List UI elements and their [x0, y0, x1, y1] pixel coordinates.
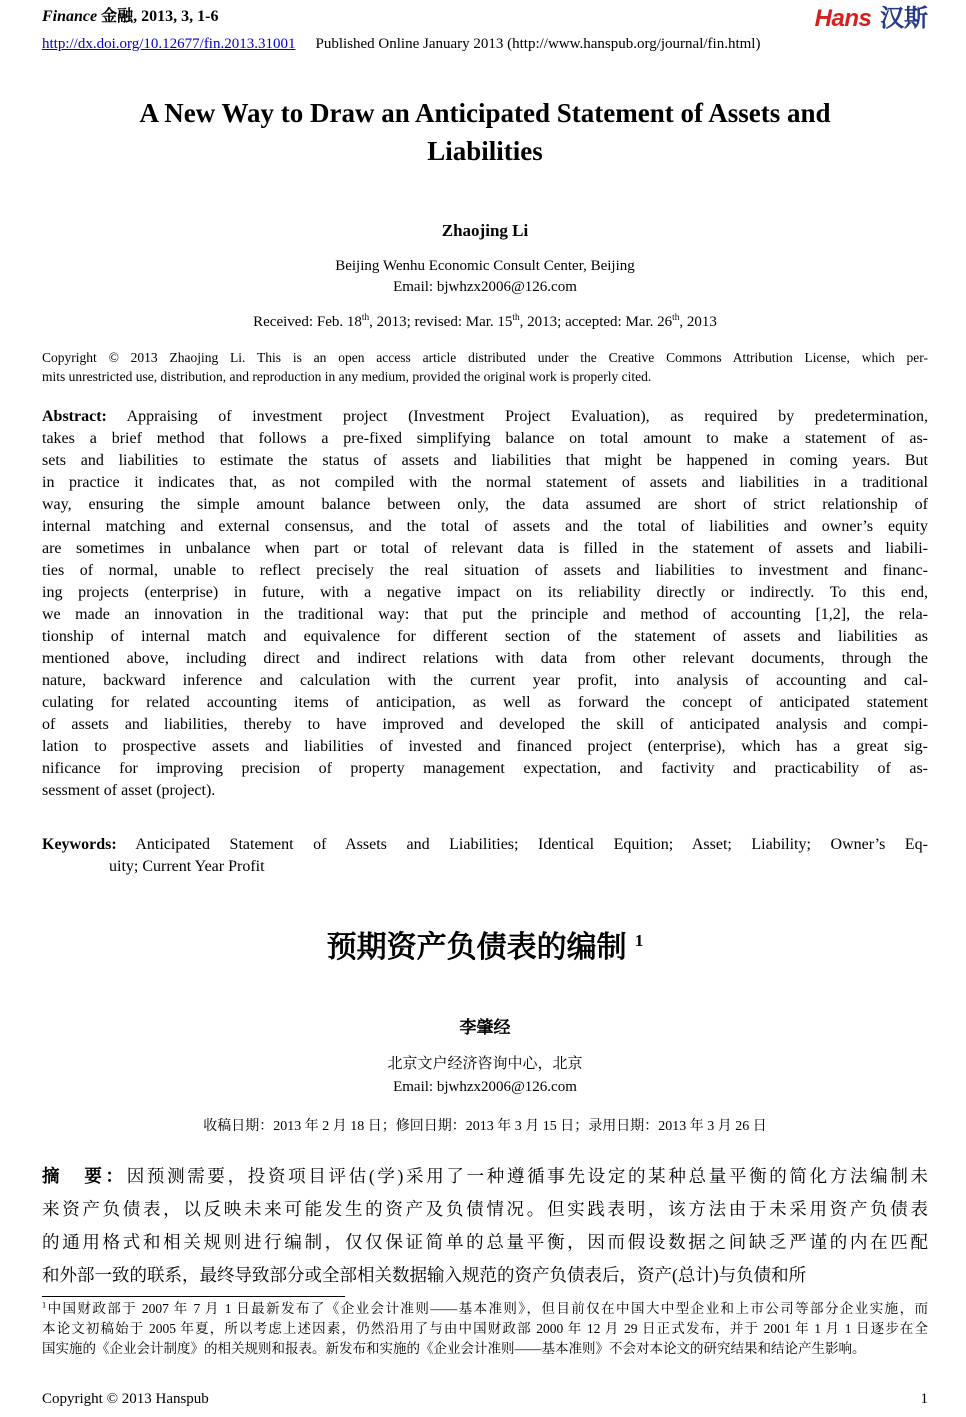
author-name: Zhaojing Li	[441, 221, 529, 240]
text-line: 来资产负债表，以反映未来可能发生的资产及负债情况。但实践表明，该方法由于未采用资产负债表	[42, 1199, 928, 1219]
text-line: $^1$中国财政部于 2007 年 7 月 1 日最新发布了《企业会计准则——基本准则》，但目前仅在中国大中型企业和上市公司等部分企业实施，而	[42, 1300, 928, 1316]
text-line: mentioned above, including direct and indirect relations with data from other relevant documents, through the	[42, 650, 928, 667]
keywords-label: Keywords:	[42, 836, 117, 853]
chinese-author-email: Email: bjwhzx2006@126.com	[393, 1079, 577, 1095]
page-number: 1	[920, 1391, 928, 1407]
abstract-body	[42, 428, 928, 802]
text-line: lation to prospective assets and liabilities of invested and financed project (enterprise), which has a great sig-	[42, 738, 928, 755]
page-header	[42, 0, 928, 32]
footnote-divider	[42, 1296, 345, 1297]
journal-name: Finance	[42, 8, 98, 25]
hans-logo-cn: 汉斯	[880, 5, 928, 32]
text-line: mits unrestricted use, distribution, and reproduction in any medium, provided the original work is properly cited.	[42, 369, 652, 384]
doi-line	[42, 34, 928, 54]
page-footer	[42, 1389, 928, 1409]
keywords-first-line	[42, 834, 928, 856]
text-line: we made an innovation in the traditional way: that put the principle and method of accounting [1,2], the rela-	[42, 606, 928, 623]
affiliation-block	[42, 256, 928, 298]
text-line: sessment of asset (project).	[42, 782, 216, 799]
text-line: are sometimes in unbalance when part or total of relevant data is filled in the statement of assets and liabili-	[42, 540, 928, 557]
text-line: nificance for improving precision of property management expectation, and factivity and practicability of as-	[42, 760, 928, 777]
text-line: of assets and liabilities, thereby to have improved and developed the skill of anticipated analysis and compi-	[42, 716, 928, 733]
chinese-affiliation-block	[42, 1053, 928, 1099]
text-line: Copyright © 2013 Zhaojing Li. This is an open access article distributed under the Creative Commons Attribution License, which per-	[42, 350, 928, 365]
abstract-section	[42, 406, 928, 802]
text-line: in practice it indicates that, as not compiled with the normal statement of assets and liabilities in a traditional	[42, 474, 928, 491]
chinese-abstract-body	[42, 1193, 928, 1292]
chinese-abstract-first-line	[42, 1160, 928, 1193]
chinese-abstract-section	[42, 1160, 928, 1292]
text-line: ing projects (enterprise) in future, with a negative impact on its reliability directly or indirectly. To this end,	[42, 584, 928, 601]
chinese-title: 预期资产负债表的编制 $^1$	[326, 931, 644, 964]
hans-publisher-logo	[815, 6, 928, 32]
journal-citation	[42, 6, 218, 28]
keywords-section	[42, 834, 928, 878]
text-line: sets and liabilities to estimate the status of assets and liabilities that might be happened in coming years. But	[42, 452, 928, 469]
chinese-abstract-first-line-text: 因预测需要，投资项目评估(学)采用了一种遵循事先设定的某种总量平衡的简化方法编制未	[126, 1166, 929, 1186]
chinese-abstract-label: 摘 要：	[42, 1166, 127, 1186]
chinese-author-name: 李肇经	[459, 1018, 511, 1037]
abstract-first-line	[42, 406, 928, 428]
text-line: tionship of internal match and equivalence for different section of the statement of assets and liabilities as	[42, 628, 928, 645]
abstract-first-line-text: Appraising of investment project (Investment Project Evaluation), as required by predetermination,	[106, 408, 928, 425]
keywords-second-line: uity; Current Year Profit	[109, 858, 265, 875]
received-dates-line: Received: Feb. 18th, 2013; revised: Mar. 15th, 2013; accepted: Mar. 26th, 2013	[253, 313, 717, 330]
text-line: 国实施的《企业会计制度》的相关规则和报表。新发布和实施的《企业会计准则——基本准则》不会对本论文的研究结果和结论产生影响。	[42, 1341, 866, 1356]
footer-copyright: Copyright © 2013 Hanspub	[42, 1391, 209, 1407]
author-email: Email: bjwhzx2006@126.com	[393, 279, 577, 295]
text-line: 和外部一致的联系，最终导致部分或全部相关数据输入规范的资产负债表后，资产(总计)与负债和所	[42, 1265, 807, 1285]
text-line: takes a brief method that follows a pre-fixed simplifying balance on total amount to make a statement of as-	[42, 430, 928, 447]
published-online-text: Published Online January 2013 (http://www.hanspub.org/journal/fin.html)	[315, 36, 761, 52]
text-line: way, ensuring the simple amount balance between only, the data assumed are short of strict relationship of	[42, 496, 928, 513]
text-line: culating for related accounting items of anticipation, as well as forward the concept of anticipated statement	[42, 694, 928, 711]
chinese-affiliation: 北京文户经济咨询中心，北京	[387, 1056, 583, 1072]
chinese-dates-line: 收稿日期：2013 年 2 月 18 日；修回日期：2013 年 3 月 15 日；录用日期：2013 年 3 月 26 日	[203, 1119, 767, 1134]
text-line: nature, backward inference and calculation with the current year profit, into analysis of accounting and cal-	[42, 672, 928, 689]
text-line: 的通用格式和相关规则进行编制，仅仅保证简单的总量平衡，因而假设数据之间缺乏严谨的内在匹配	[42, 1232, 928, 1252]
affiliation: Beijing Wenhu Economic Consult Center, Beijing	[335, 258, 635, 274]
doi-link[interactable]: http://dx.doi.org/10.12677/fin.2013.31001	[42, 36, 296, 52]
hans-logo-en: Hans	[814, 5, 872, 32]
abstract-label: Abstract:	[42, 408, 107, 425]
text-line: internal matching and external consensus, and the total of assets and the total of liabilities and owner’s equity	[42, 518, 928, 535]
text-line: ties of normal, unable to reflect precisely the real situation of assets and liabilities to investment and financ-	[42, 562, 928, 579]
text-line: 本论文初稿始于 2005 年夏，所以考虑上述因素，仍然沿用了与由中国财政部 2000 年 12 月 29 日正式发布，并于 2001 年 1 月 1 日逐步在全	[42, 1321, 928, 1336]
keywords-first-line-text: Anticipated Statement of Assets and Liabilities; Identical Equition; Asset; Liability; Owner’s Eq-	[116, 836, 928, 853]
footnote-text	[42, 1299, 928, 1359]
article-title: A New Way to Draw an Anticipated Statement of Assets and Liabilities	[139, 98, 831, 166]
copyright-notice	[42, 348, 928, 386]
journal-issue-info: 金融, 2013, 3, 1-6	[97, 8, 219, 25]
